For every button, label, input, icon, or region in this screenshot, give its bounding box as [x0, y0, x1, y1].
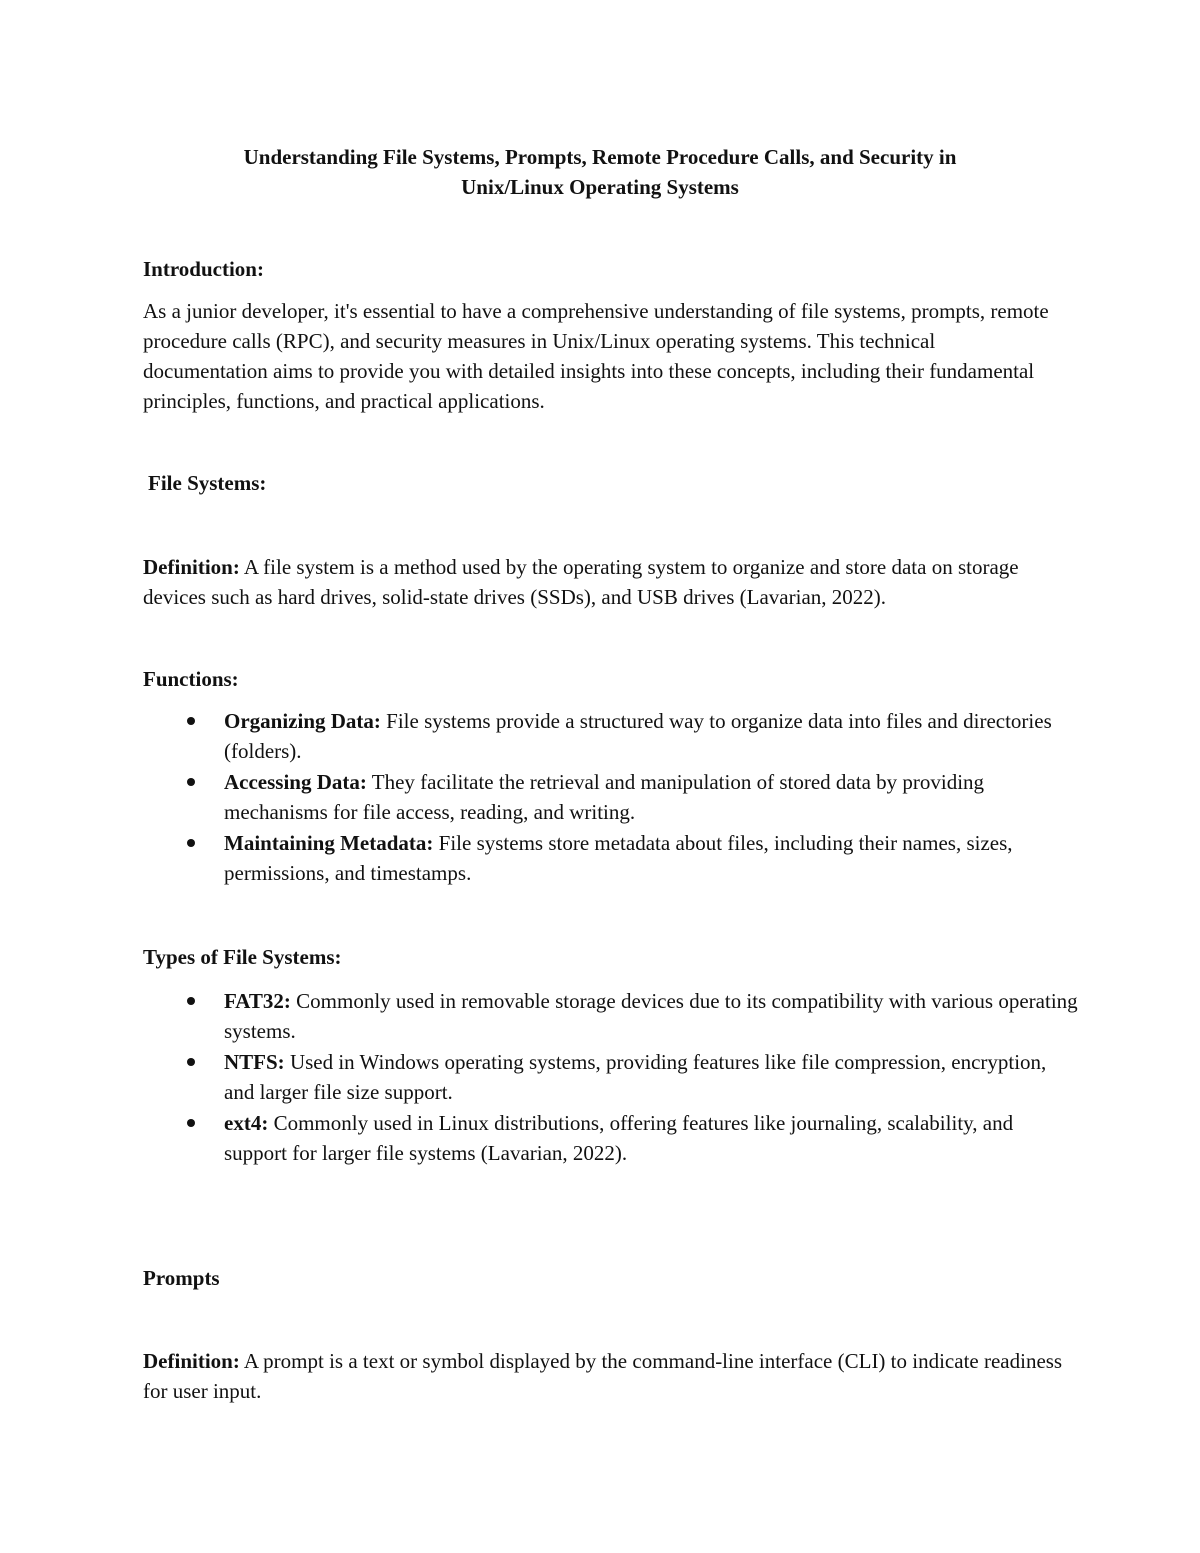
bullet-icon: [187, 1119, 195, 1127]
document-title-line-1: Understanding File Systems, Prompts, Remote Procedure Calls, and Security in: [243, 145, 957, 169]
list-item: [143, 706, 1078, 766]
list-item-label: Maintaining Metadata:: [224, 831, 434, 855]
bullet-icon: [187, 778, 195, 786]
functions-heading: Functions:: [143, 667, 239, 691]
definition-label: Definition:: [143, 555, 240, 579]
list-item-text: File systems provide a structured way to organize data into files and directories (folders).: [224, 709, 1052, 763]
document-title: [0, 142, 1200, 202]
bullet-icon: [187, 717, 195, 725]
introduction-paragraph: As a junior developer, it's essential to have a comprehensive understanding of file systems, prompts, remote procedure calls (RPC), and security measures in Unix/Linux operating systems. This technical documentation aims to provide you with detailed insights into these concepts, including their fundamental principles, functions, and practical applications.: [143, 299, 1049, 413]
list-item-label: FAT32:: [224, 989, 291, 1013]
bullet-icon: [187, 1058, 195, 1066]
list-item-label: Organizing Data:: [224, 709, 381, 733]
list-item: [143, 986, 1078, 1046]
list-item-text: Commonly used in removable storage devices due to its compatibility with various operating systems.: [224, 989, 1078, 1043]
list-item-label: ext4:: [224, 1111, 269, 1135]
document-title-line-2: Unix/Linux Operating Systems: [461, 175, 739, 199]
definition-label: Definition:: [143, 1349, 240, 1373]
definition-text: A prompt is a text or symbol displayed by the command-line interface (CLI) to indicate readiness for user input.: [143, 1349, 1063, 1403]
prompts-definition: [143, 1346, 1063, 1406]
list-item-text: Commonly used in Linux distributions, offering features like journaling, scalability, and support for larger file systems (Lavarian, 2022).: [224, 1111, 1014, 1165]
list-item: [143, 828, 1078, 888]
list-item: [143, 1108, 1078, 1168]
file-systems-definition: [143, 552, 1063, 612]
types-list: [143, 986, 1078, 1169]
list-item: [143, 1047, 1078, 1107]
definition-text: A file system is a method used by the operating system to organize and store data on storage devices such as hard drives, solid-state drives (SSDs), and USB drives (Lavarian, 2022).: [143, 555, 1019, 609]
file-systems-heading: File Systems:: [148, 471, 267, 495]
list-item-label: NTFS:: [224, 1050, 285, 1074]
functions-list: [143, 706, 1078, 889]
bullet-icon: [187, 997, 195, 1005]
list-item-text: File systems store metadata about files, including their names, sizes, permissions, and timestamps.: [224, 831, 1013, 885]
bullet-icon: [187, 839, 195, 847]
list-item-label: Accessing Data:: [224, 770, 367, 794]
introduction-heading: Introduction:: [143, 257, 264, 281]
list-item: [143, 767, 1078, 827]
types-heading: Types of File Systems:: [143, 945, 342, 969]
prompts-heading: Prompts: [143, 1266, 220, 1290]
list-item-text: They facilitate the retrieval and manipulation of stored data by providing mechanisms for file access, reading, and writing.: [224, 770, 985, 824]
list-item-text: Used in Windows operating systems, providing features like file compression, encryption, and larger file size support.: [224, 1050, 1047, 1104]
